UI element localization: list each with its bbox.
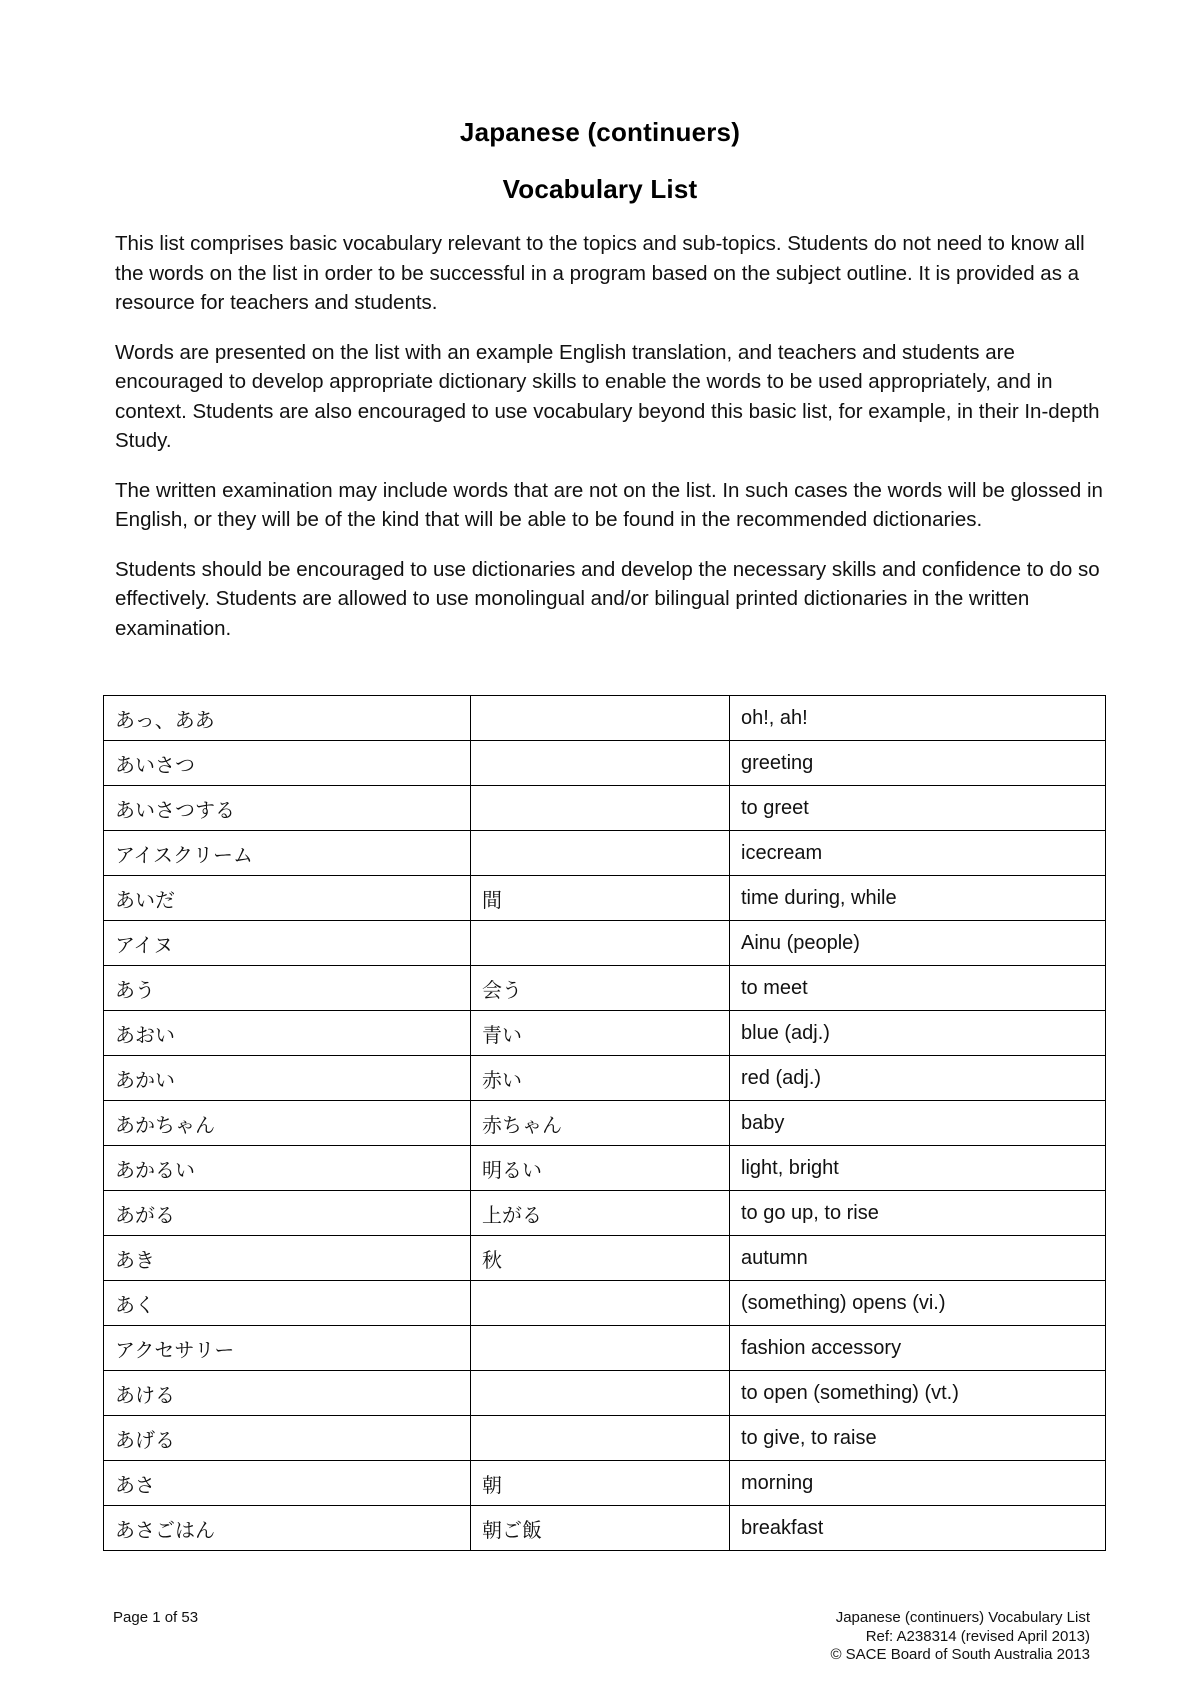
table-row (104, 1506, 1106, 1551)
kanji-cell (471, 831, 730, 876)
table-row (104, 1326, 1106, 1371)
kanji-cell: 明るい (471, 1146, 730, 1191)
kana-cell: あさ (104, 1461, 471, 1506)
table-row (104, 1461, 1106, 1506)
english-cell: fashion accessory (730, 1326, 1106, 1371)
kanji-cell (471, 1416, 730, 1461)
table-row (104, 741, 1106, 786)
table-row (104, 921, 1106, 966)
kanji-cell (471, 696, 730, 741)
english-cell: to go up, to rise (730, 1191, 1106, 1236)
kanji-cell (471, 921, 730, 966)
table-row (104, 1056, 1106, 1101)
table-row (104, 1281, 1106, 1326)
kana-cell: あかい (104, 1056, 471, 1101)
footer-doc-title: Japanese (continuers) Vocabulary List (835, 1609, 1090, 1626)
kanji-cell: 会う (471, 966, 730, 1011)
english-cell: breakfast (730, 1506, 1106, 1551)
kana-cell: あっ、ああ (104, 696, 471, 741)
kana-cell: あう (104, 966, 471, 1011)
page-number: Page 1 of 53 (113, 1609, 199, 1626)
kanji-cell (471, 1371, 730, 1416)
kana-cell: アクセサリー (104, 1326, 471, 1371)
kana-cell: アイスクリーム (104, 831, 471, 876)
english-cell: to meet (730, 966, 1106, 1011)
english-cell: time during, while (730, 876, 1106, 921)
kana-cell: あき (104, 1236, 471, 1281)
table-row (104, 696, 1106, 741)
kana-cell: あがる (104, 1191, 471, 1236)
kanji-cell: 朝ご飯 (471, 1506, 730, 1551)
intro-paragraph: Words are presented on the list with an example English translation, and teachers and students are encouraged to develop appropriate dictionary skills to enable the words to be used appropriately, and in context. Students are also encouraged to use vocabulary beyond this basic list, for example, in their In-depth Study. (115, 340, 1100, 452)
english-cell: morning (730, 1461, 1106, 1506)
english-cell: Ainu (people) (730, 921, 1106, 966)
kana-cell: あいだ (104, 876, 471, 921)
english-cell: autumn (730, 1236, 1106, 1281)
table-row (104, 1146, 1106, 1191)
english-cell: blue (adj.) (730, 1011, 1106, 1056)
english-cell: red (adj.) (730, 1056, 1106, 1101)
table-row (104, 966, 1106, 1011)
kana-cell: あく (104, 1281, 471, 1326)
kanji-cell: 赤い (471, 1056, 730, 1101)
kana-cell: あげる (104, 1416, 471, 1461)
footer-copyright: © SACE Board of South Australia 2013 (830, 1646, 1090, 1663)
kana-cell: あさごはん (104, 1506, 471, 1551)
kana-cell: あいさつ (104, 741, 471, 786)
table-row (104, 876, 1106, 921)
kana-cell: あいさつする (104, 786, 471, 831)
table-row (104, 831, 1106, 876)
english-cell: to open (something) (vt.) (730, 1371, 1106, 1416)
table-row (104, 1371, 1106, 1416)
english-cell: light, bright (730, 1146, 1106, 1191)
table-row (104, 786, 1106, 831)
kanji-cell (471, 786, 730, 831)
english-cell: to give, to raise (730, 1416, 1106, 1461)
vocabulary-table (103, 695, 1106, 1551)
english-cell: (something) opens (vi.) (730, 1281, 1106, 1326)
english-cell: icecream (730, 831, 1106, 876)
footer-reference: Ref: A238314 (revised April 2013) (865, 1627, 1090, 1645)
kana-cell: あける (104, 1371, 471, 1416)
english-cell: baby (730, 1101, 1106, 1146)
table-row (104, 1101, 1106, 1146)
kanji-cell (471, 741, 730, 786)
kanji-cell (471, 1281, 730, 1326)
english-cell: to greet (730, 786, 1106, 831)
english-cell: greeting (730, 741, 1106, 786)
table-row (104, 1191, 1106, 1236)
kana-cell: あおい (104, 1011, 471, 1056)
kanji-cell: 間 (471, 876, 730, 921)
table-row (104, 1011, 1106, 1056)
intro-paragraph: Students should be encouraged to use dictionaries and develop the necessary skills and confidence to do so effectively. Students are allowed to use monolingual and/or bilingual printed dictionaries in the written examination. (115, 557, 1100, 640)
kanji-cell (471, 1326, 730, 1371)
kana-cell: あかるい (104, 1146, 471, 1191)
kanji-cell: 青い (471, 1011, 730, 1056)
table-row (104, 1236, 1106, 1281)
english-cell: oh!, ah! (730, 696, 1106, 741)
footer-info (830, 1609, 1090, 1665)
document-subtitle: Vocabulary List (502, 174, 698, 204)
kanji-cell: 朝 (471, 1461, 730, 1506)
kanji-cell: 赤ちゃん (471, 1101, 730, 1146)
table-row (104, 1416, 1106, 1461)
kanji-cell: 秋 (471, 1236, 730, 1281)
vocabulary-table-body (104, 696, 1106, 1551)
kanji-cell: 上がる (471, 1191, 730, 1236)
intro-paragraph: The written examination may include words that are not on the list. In such cases the words will be glossed in English, or they will be of the kind that will be able to be found in the recommended dictionaries. (115, 478, 1103, 531)
document-title: Japanese (continuers) (459, 117, 741, 147)
kana-cell: あかちゃん (104, 1101, 471, 1146)
intro-section (115, 229, 1105, 663)
kana-cell: アイヌ (104, 921, 471, 966)
intro-paragraph: This list comprises basic vocabulary relevant to the topics and sub-topics. Students do not need to know all the words on the list in order to be successful in a program based on the subject outline. It is provided as a resource for teachers and students. (115, 232, 1085, 314)
